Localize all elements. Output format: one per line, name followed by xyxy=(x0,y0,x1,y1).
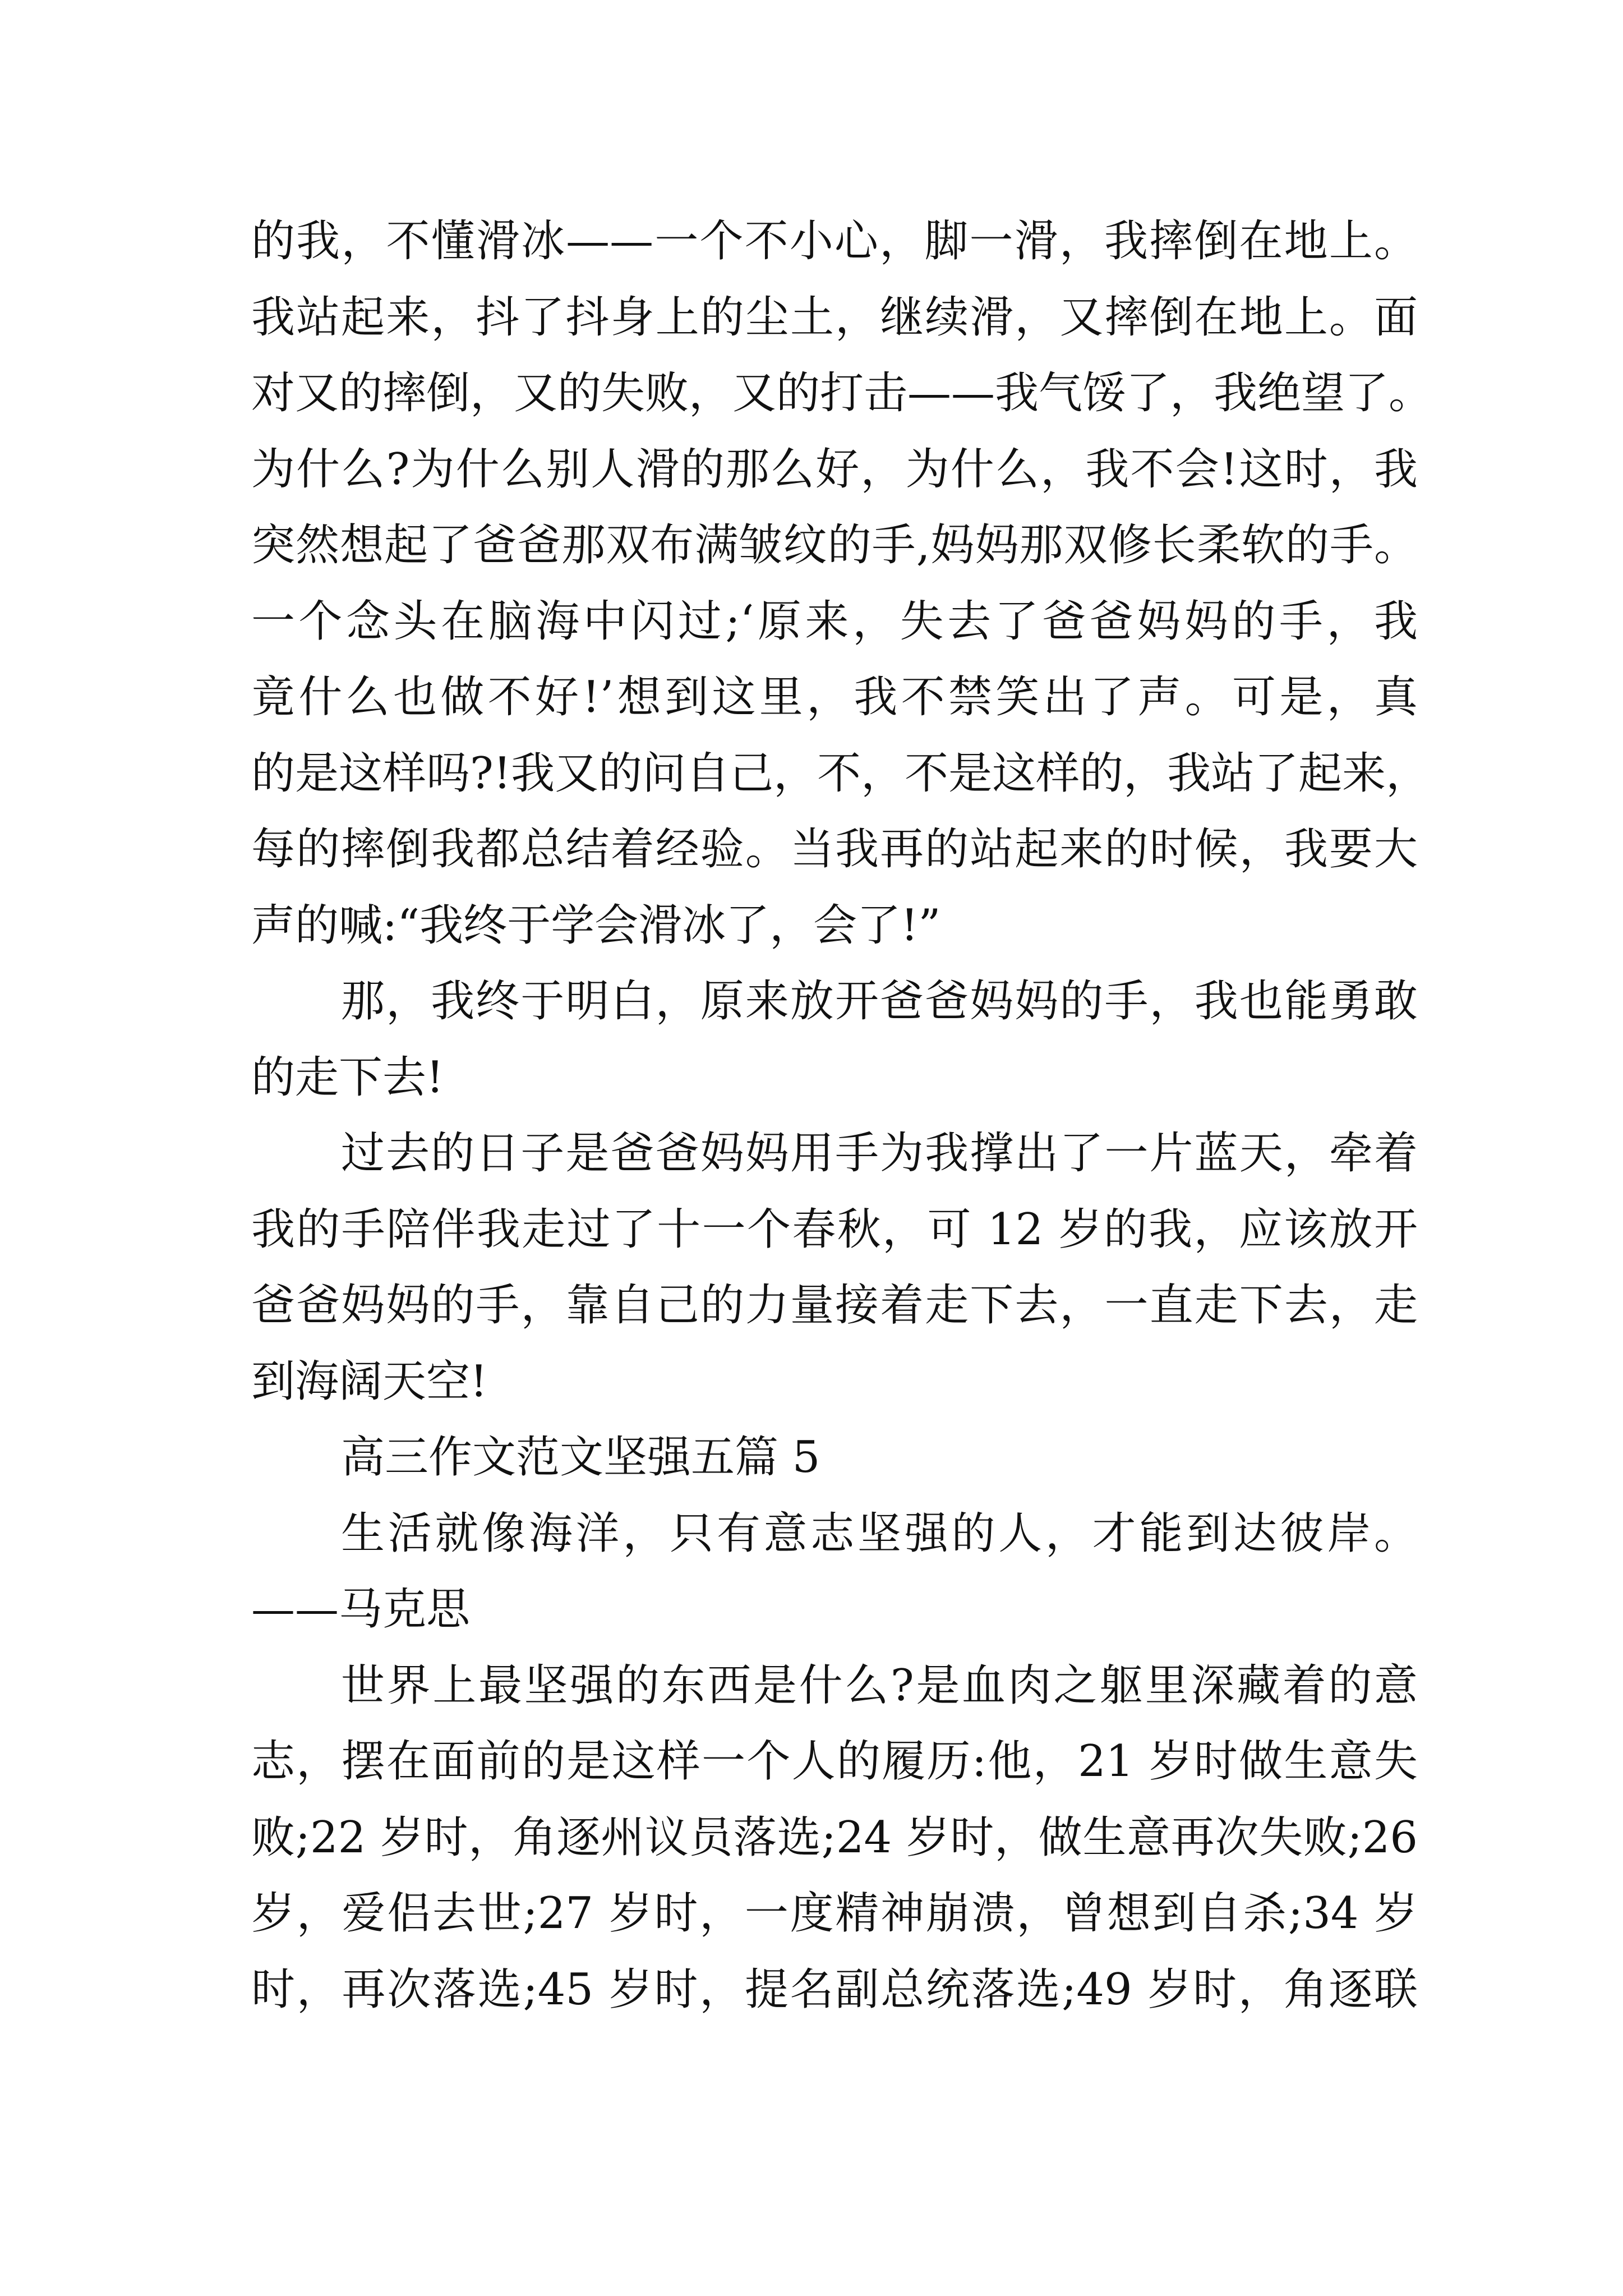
paragraph-start: 世界上最坚强的东西是什么?是血肉之躯里深藏着的意 xyxy=(341,1660,1418,1711)
text-line: 爸爸妈妈的手，靠自己的力量接着走下去，一直走下去，走 xyxy=(251,1280,1418,1331)
text-line: 志，摆在面前的是这样一个人的履历:他，21 岁时做生意失 xyxy=(251,1736,1418,1787)
text-line: 对又的摔倒，又的失败，又的打击——我气馁了，我绝望了。 xyxy=(251,368,1433,418)
essay-text xyxy=(251,204,1433,2028)
text-line: 每的摔倒我都总结着经验。当我再的站起来的时候，我要大 xyxy=(251,824,1418,875)
paragraph-start: 那，我终于明白，原来放开爸爸妈妈的手，我也能勇敢 xyxy=(341,976,1418,1027)
quote-attribution: ——马克思 xyxy=(251,1584,471,1635)
text-line: 败;22 岁时，角逐州议员落选;24 岁时，做生意再次失败;26 xyxy=(251,1812,1418,1863)
text-line: 为什么?为什么别人滑的那么好，为什么，我不会!这时，我 xyxy=(251,444,1418,495)
text-line: 我站起来，抖了抖身上的尘土，继续滑，又摔倒在地上。面 xyxy=(251,292,1418,343)
paragraph-start: 过去的日子是爸爸妈妈用手为我撑出了一片蓝天，牵着 xyxy=(341,1128,1418,1179)
text-line: 时，再次落选;45 岁时，提名副总统落选;49 岁时，角逐联 xyxy=(251,1964,1418,2015)
text-line: 我的手陪伴我走过了十一个春秋，可 12 岁的我，应该放开 xyxy=(251,1204,1418,1255)
text-line: 岁，爱侣去世;27 岁时，一度精神崩溃，曾想到自杀;34 岁 xyxy=(251,1888,1418,1939)
section-title: 高三作文范文坚强五篇 5 xyxy=(341,1432,820,1483)
text-line: 的我，不懂滑冰——一个不小心，脚一滑，我摔倒在地上。 xyxy=(251,216,1418,266)
text-line: 的是这样吗?!我又的问自己，不，不是这样的，我站了起来， xyxy=(251,748,1430,799)
text-line: 的走下去! xyxy=(251,1052,444,1103)
text-line: 声的喊:“我终于学会滑冰了，会了!” xyxy=(251,900,941,951)
text-line: 一个念头在脑海中闪过;‘原来，失去了爸爸妈妈的手，我 xyxy=(251,596,1418,647)
text-line: 突然想起了爸爸那双布满皱纹的手,妈妈那双修长柔软的手。 xyxy=(251,520,1418,570)
text-line: 竟什么也做不好!’想到这里，我不禁笑出了声。可是，真 xyxy=(251,672,1418,723)
quote-line: 生活就像海洋，只有意志坚强的人，才能到达彼岸。 xyxy=(341,1508,1418,1559)
text-line: 到海阔天空! xyxy=(251,1356,488,1407)
